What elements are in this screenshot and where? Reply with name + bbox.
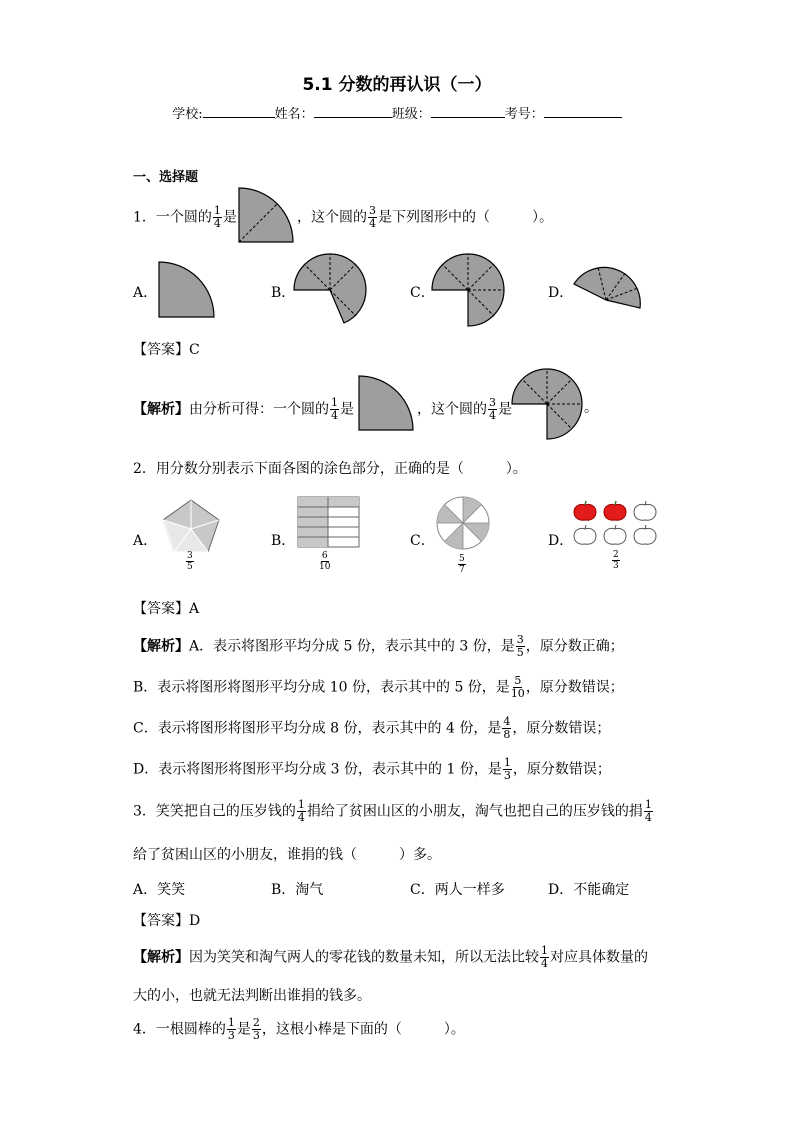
q1-option-a-label[interactable]: A． (133, 285, 158, 301)
q3-stem-line2: 给了贫困山区的小朋友，谁捐的钱（ ）多。 (133, 847, 441, 863)
q2-option-b-grid[interactable] (297, 496, 361, 550)
fraction: $\frac{3}{4}$ (369, 204, 376, 230)
q3-answer: 【答案】D (133, 913, 201, 929)
fraction: $\frac{2}{3}$ (252, 1016, 260, 1042)
q1-option-c-figure[interactable] (430, 252, 510, 332)
quarter-circle-figure (357, 374, 417, 434)
q2-caption-c: $\frac{5}{7}$ (459, 554, 465, 575)
q2-option-d-apples[interactable] (572, 501, 662, 551)
q1-option-d-label[interactable]: D． (548, 285, 574, 301)
school-field[interactable] (203, 105, 275, 118)
class-field[interactable] (431, 105, 505, 118)
school-label: 学校: (172, 107, 203, 122)
q1-option-b-figure[interactable] (290, 252, 370, 332)
q2-explanation-line-c: C．表示将图形将图形平均分成 8 份，表示其中的 4 份，是 $\frac{4}{8}$ ，原分数错误； (133, 715, 611, 741)
q2-caption-a: $\frac{3}{5}$ (187, 551, 193, 572)
fraction: $\frac{1}{4}$ (213, 204, 221, 230)
q1-explanation-part1: 【解析】由分析可得：一个圆的 $\frac{1}{4}$ 是 (133, 396, 354, 422)
q1-option-b-label[interactable]: B． (271, 285, 296, 301)
q1-explanation-end: 。 (584, 400, 598, 416)
fraction: $\frac{1}{3}$ (503, 756, 511, 782)
q3-stem-line1: 3．笑笑把自己的压岁钱的 $\frac{1}{4}$ 捐给了贫困山区的小朋友，淘气也把自己的压岁钱的捐 $\frac{1}{4}$ (133, 798, 652, 824)
fraction: $\frac{4}{8}$ (503, 715, 511, 741)
name-field[interactable] (314, 105, 392, 118)
apple-icon (604, 501, 626, 520)
q2-option-b-label[interactable]: B． (271, 533, 296, 549)
fraction: $\frac{1}{4}$ (541, 944, 548, 970)
q2-caption-b: $\frac{6}{10}$ (319, 551, 331, 572)
q2-stem: 2．用分数分别表示下面各图的涂色部分，正确的是（ ）。 (133, 461, 527, 477)
q2-caption-d: $\frac{2}{3}$ (613, 550, 619, 571)
q3-option-b[interactable]: B．淘气 (271, 882, 324, 898)
q2-option-c-label[interactable]: C． (410, 533, 435, 549)
q2-answer: 【答案】A (133, 601, 200, 617)
q3-option-c[interactable]: C．两人一样多 (410, 882, 505, 898)
q1-option-a-figure[interactable] (157, 260, 217, 320)
q2-explanation-line-d: D．表示将图形将图形平均分成 3 份，表示其中的 1 份，是 $\frac{1}{3}$ ，原分数错误； (133, 756, 611, 782)
q1-option-c-label[interactable]: C． (410, 285, 435, 301)
q3-explanation-line2: 大的小，也就无法判断出谁捐的钱多。 (133, 988, 371, 1004)
exam-number-field[interactable] (544, 105, 622, 118)
q2-option-d-label[interactable]: D． (548, 533, 574, 549)
q3-option-d[interactable]: D．不能确定 (548, 882, 630, 898)
apple-icon (574, 501, 596, 520)
three-quarter-circle-figure (510, 368, 590, 440)
q2-explanation-line-b: B．表示将图形将图形平均分成 10 份，表示其中的 5 份，是 $\frac{5}{10}$ ，原分数错误； (133, 674, 624, 700)
q3-option-a[interactable]: A．笑笑 (133, 882, 186, 898)
q4-stem: 4．一根圆棒的 $\frac{1}{3}$ 是 $\frac{2}{3}$ ，这根小棒是下面的（ ）。 (133, 1016, 465, 1042)
fraction: $\frac{1}{4}$ (331, 396, 338, 422)
fraction: $\frac{5}{10}$ (510, 674, 525, 700)
name-label: 姓名： (274, 107, 314, 122)
q1-stem-part2: ，这个圆的 $\frac{3}{4}$ 是下列图形中的（ ）。 (297, 204, 553, 230)
fraction: $\frac{3}{5}$ (516, 633, 524, 659)
page-title: 5.1 分数的再认识（一） (302, 75, 492, 95)
q1-explanation-part2: ，这个圆的 $\frac{3}{4}$ 是 (417, 396, 512, 422)
q2-explanation-line-a: 【解析】A．表示将图形平均分成 5 份，表示其中的 3 份，是 $\frac{3}{5}$ ，原分数正确； (133, 633, 624, 659)
q1-option-d-figure[interactable] (568, 264, 648, 314)
q2-option-a-label[interactable]: A． (133, 533, 158, 549)
q3-explanation-line1: 【解析】因为笑笑和淘气两人的零花钱的数量未知，所以无法比较 $\frac{1}{4}$ 对应具体数量的 (133, 944, 648, 970)
q1-answer: 【答案】C (133, 342, 200, 358)
q2-option-c-circle[interactable] (436, 496, 492, 552)
class-label: 班级： (391, 107, 431, 122)
fraction: $\frac{3}{4}$ (489, 396, 496, 422)
q1-stem-part1: 1．一个圆的 $\frac{1}{4}$ 是 (133, 204, 237, 230)
section-heading: 一、选择题 (133, 170, 199, 185)
fraction: $\frac{1}{3}$ (227, 1016, 235, 1042)
fraction: $\frac{1}{4}$ (297, 798, 305, 824)
fraction: $\frac{1}{4}$ (644, 798, 652, 824)
student-info-line (0, 103, 794, 122)
exam-number-label: 考号： (504, 107, 544, 122)
q2-option-a-pentagon[interactable] (162, 498, 224, 556)
quarter-circle-figure (237, 186, 297, 246)
